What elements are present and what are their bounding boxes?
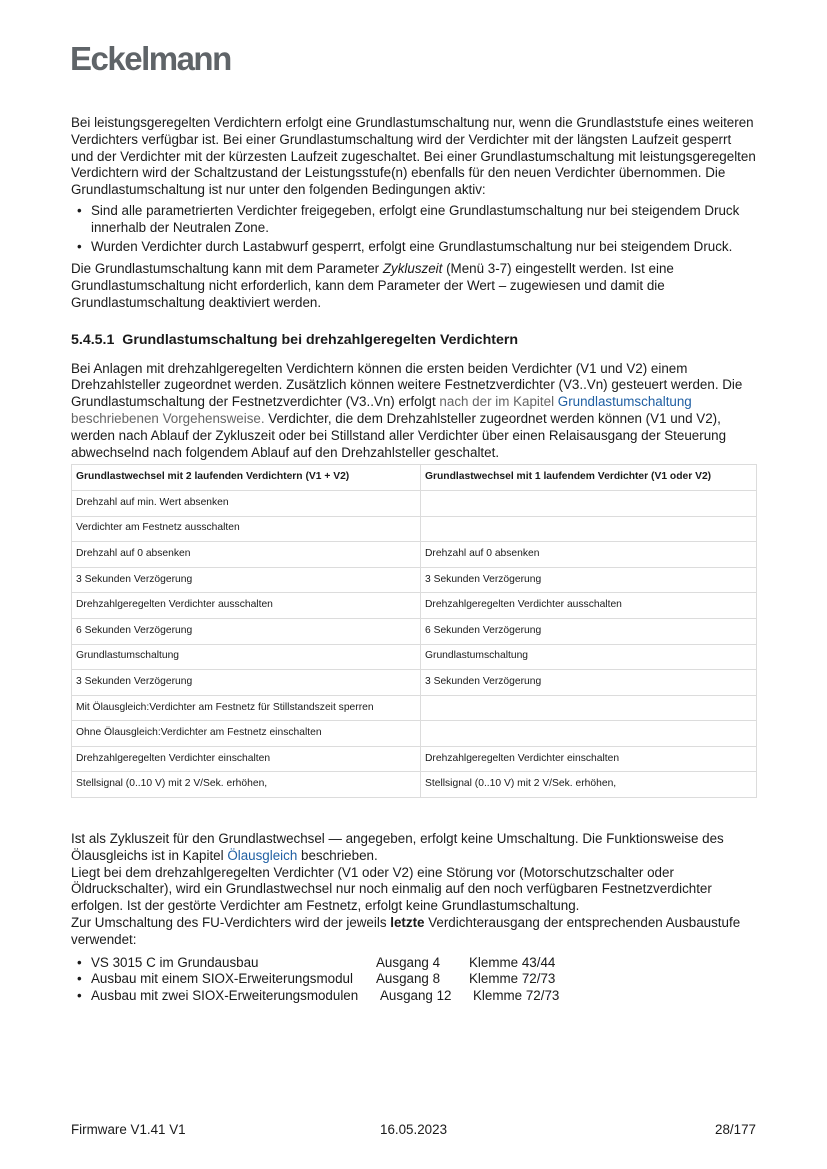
list-item: • Wurden Verdichter durch Lastabwurf gesperrt, erfolgt eine Grundlastumschaltung nur bei steigendem Druck. (71, 239, 757, 256)
section-paragraph (71, 361, 757, 462)
list-item (71, 955, 757, 972)
table-row (72, 772, 757, 798)
link-oelausgleich[interactable]: Ölausgleich (227, 847, 298, 863)
output-number: Ausgang 4 (376, 954, 441, 970)
table-header-row (72, 465, 757, 491)
section-text-2: Verdichter, die dem Drehzahlsteller zugeordnet werden können (V1 und V2), werden nach Ablauf der Zykluszeit oder bei Stillstand aller Verdichter über einen Relaisausgang der Steuerung abwechselnd nach folgendem Ablauf auf den Drehzahlsteller geschaltet. (71, 410, 727, 460)
param-name: Zykluszeit (382, 261, 443, 277)
section-gray-text-2: beschriebenen Vorgehensweise. (71, 410, 265, 426)
list-item (71, 971, 757, 988)
table-cell (421, 490, 757, 516)
table-cell: Drehzahlgeregelten Verdichter ausschalten (72, 593, 421, 619)
table-row (72, 618, 757, 644)
table-cell: 3 Sekunden Verzögerung (72, 567, 421, 593)
section-text-1: Bei Anlagen mit drehzahlgeregelten Verdichtern können die ersten beiden Verdichter (V1 und V2) einem Drehzahlsteller zugeordnet werden. Zusätzlich können weitere Festnetzverdichter (V3..Vn) gesteuert werden. Die Grundlastumschaltung der Festnetzverdichter (V3..Vn) erfolgt (71, 360, 743, 410)
param-paragraph (71, 261, 757, 311)
table-cell: Ohne Ölausgleich:Verdichter am Festnetz einschalten (72, 721, 421, 747)
table-row (72, 490, 757, 516)
table-cell: Drehzahlgeregelten Verdichter einschalten (72, 746, 421, 772)
header-one-running: Grundlastwechsel mit 1 laufendem Verdichter (V1 oder V2) (421, 465, 757, 491)
table-cell: Mit Ölausgleich:Verdichter am Festnetz für Stillstandszeit sperren (72, 695, 421, 721)
output-terminal: Klemme 43/44 (469, 954, 556, 970)
fu-text-after: Verdichterausgang der entsprechenden Ausbaustufe verwendet: (71, 915, 741, 947)
section-title: Grundlastumschaltung bei drehzahlgeregelten Verdichtern (122, 331, 519, 348)
table-cell: Stellsignal (0..10 V) mit 2 V/Sek. erhöhen, (72, 772, 421, 798)
list-item: • Sind alle parametrierten Verdichter freigegeben, erfolgt eine Grundlastumschaltung nur bei steigendem Druck innerhalb der Neutralen Zone. (71, 203, 757, 237)
table-row (72, 593, 757, 619)
cycle-paragraph (71, 831, 757, 865)
table-cell: Drehzahl auf 0 absenken (72, 542, 421, 568)
list-item (71, 988, 757, 1005)
table-cell: 3 Sekunden Verzögerung (72, 670, 421, 696)
intro-paragraph: Bei leistungsgeregelten Verdichtern erfolgt eine Grundlastumschaltung nur, wenn die Grundlaststufe eines weiteren Verdichters verfügbar ist. Bei einer Grundlastumschaltung wird der Verdichter mit der längsten Laufzeit gesperrt und der Verdichter mit der kürzesten Laufzeit zugeschaltet. Bei einer Grundlastumschaltung mit leistungsgeregelten Verdichtern wird der Schaltzustand der Leistungsstufe(n) ebenfalls für den neuen Verdichter übernommen. Die Grundlastumschaltung ist nur unter den folgenden Bedingungen aktiv: (71, 115, 756, 198)
table-cell (421, 695, 757, 721)
output-config-name: VS 3015 C im Grundausbau (91, 954, 259, 970)
conditions-list (71, 203, 757, 255)
table-row (72, 542, 757, 568)
header-two-running: Grundlastwechsel mit 2 laufenden Verdichtern (V1 + V2) (72, 465, 421, 491)
table-cell (421, 516, 757, 542)
outputs-list (71, 955, 757, 1005)
footer-page-number: 28/177 (715, 1122, 756, 1137)
output-terminal: Klemme 72/73 (469, 971, 556, 987)
section-number: 5.4.5.1 (71, 331, 115, 348)
output-config-name: Ausbau mit zwei SIOX-Erweiterungsmodulen (91, 987, 359, 1003)
output-terminal: Klemme 72/73 (473, 987, 560, 1003)
table-cell: 3 Sekunden Verzögerung (421, 670, 757, 696)
table-row (72, 695, 757, 721)
table-cell: 6 Sekunden Verzögerung (421, 618, 757, 644)
fu-paragraph (71, 915, 757, 949)
eckelmann-logo: Eckelmann (70, 40, 231, 77)
table-row (72, 746, 757, 772)
section-heading (71, 332, 757, 349)
sequence-table (71, 464, 757, 798)
output-config-name: Ausbau mit einem SIOX-Erweiterungsmodul (91, 971, 353, 987)
document-body (71, 115, 757, 1004)
table-cell: Verdichter am Festnetz ausschalten (72, 516, 421, 542)
table-cell: Grundlastumschaltung (421, 644, 757, 670)
table-cell: Grundlastumschaltung (72, 644, 421, 670)
table-cell: 6 Sekunden Verzögerung (72, 618, 421, 644)
param-text-before: Die Grundlastumschaltung kann mit dem Parameter (71, 261, 383, 277)
table-row (72, 644, 757, 670)
table-cell: 3 Sekunden Verzögerung (421, 567, 757, 593)
table-cell: Stellsignal (0..10 V) mit 2 V/Sek. erhöhen, (421, 772, 757, 798)
table-row (72, 567, 757, 593)
footer-firmware: Firmware V1.41 V1 (71, 1122, 186, 1137)
section-gray-text-1: nach der im Kapitel (439, 394, 558, 410)
table-cell: Drehzahlgeregelten Verdichter ausschalten (421, 593, 757, 619)
table-row (72, 516, 757, 542)
table-cell: Drehzahl auf min. Wert absenken (72, 490, 421, 516)
fu-text-before: Zur Umschaltung des FU-Verdichters wird der jeweils (71, 915, 391, 931)
table-row (72, 670, 757, 696)
table-cell: Drehzahlgeregelten Verdichter einschalten (421, 746, 757, 772)
output-number: Ausgang 12 (380, 987, 452, 1003)
table-row (72, 721, 757, 747)
table-cell: Drehzahl auf 0 absenken (421, 542, 757, 568)
table-cell (421, 721, 757, 747)
cycle-text-before: Ist als Zykluszeit für den Grundlastwechsel — angegeben, erfolgt keine Umschaltung. Die Funktionsweise des Ölausgleichs ist in Kapitel (71, 831, 724, 863)
fault-paragraph: Liegt bei dem drehzahlgeregelten Verdichter (V1 oder V2) eine Störung vor (Motorschutzschalter oder Öldruckschalter), wird ein Grundlastwechsel nur noch einmalig auf den noch verfügbaren Festnetzverdichter erfolgen. Ist der gestörte Verdichter am Festnetz, erfolgt keine Grundlastumschaltung. (71, 864, 712, 914)
param-text-after: (Menü 3-7) eingestellt werden. Ist eine Grundlastumschaltung nicht erforderlich, kann dem Parameter der Wert – zugewiesen und damit die Grundlastumschaltung deaktiviert werden. (71, 261, 674, 310)
footer-date: 16.05.2023 (380, 1122, 448, 1137)
fu-bold-word: letzte (390, 915, 425, 931)
output-number: Ausgang 8 (376, 971, 441, 987)
cycle-text-after: beschrieben. (297, 847, 378, 863)
link-grundlastumschaltung[interactable]: Grundlastumschaltung (557, 394, 692, 410)
